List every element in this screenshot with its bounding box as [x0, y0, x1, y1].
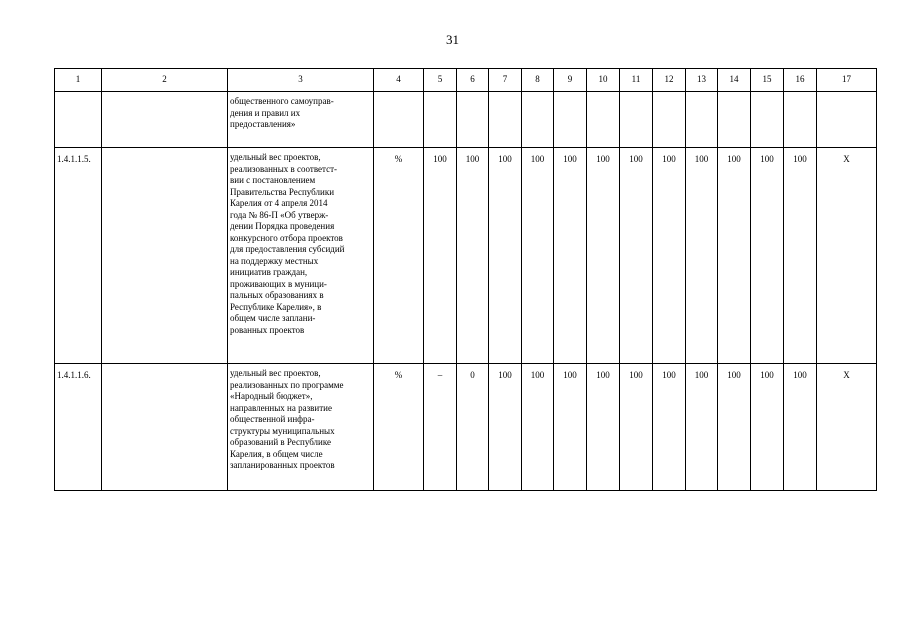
description-line: для предоставления субсидий: [230, 244, 345, 254]
value-cell: 100: [554, 364, 587, 491]
table-row: [55, 364, 877, 491]
value-cell: [620, 92, 653, 148]
description-line: Карелия от 4 апреля 2014: [230, 198, 328, 208]
indicator-description-cell: [228, 92, 374, 148]
column-number-header: 2: [102, 69, 228, 92]
column-number-header: 13: [686, 69, 718, 92]
description-line: структуры муниципальных: [230, 425, 335, 436]
description-line: Правительства Республики: [230, 186, 335, 197]
column-17-cell: Х: [817, 148, 877, 364]
description-line: образований в Республике: [230, 437, 332, 447]
value-cell: 100: [784, 364, 817, 491]
value-cell: 100: [751, 364, 784, 491]
value-cell: 100: [554, 148, 587, 364]
description-line: Карелия, в общем числе: [230, 448, 323, 459]
description-line: Республике Карелия», в: [230, 301, 322, 312]
value-cell: [554, 92, 587, 148]
unit-cell: %: [374, 148, 424, 364]
column-number-header: 5: [424, 69, 457, 92]
value-cell: 100: [686, 148, 718, 364]
column-number-header: 16: [784, 69, 817, 92]
description-line: проживающих в муници-: [230, 278, 327, 289]
column-number-header: 7: [489, 69, 522, 92]
description-line: инициатив граждан,: [230, 267, 308, 277]
value-cell: [718, 92, 751, 148]
column-number-header: 4: [374, 69, 424, 92]
value-cell: [424, 92, 457, 148]
value-cell: 100: [620, 364, 653, 491]
indicator-code-cell: 1.4.1.1.5.: [55, 148, 102, 364]
table-header-row: [55, 69, 877, 92]
value-cell: [522, 92, 554, 148]
description-line: предоставления»: [230, 119, 296, 129]
value-cell: 100: [686, 364, 718, 491]
value-cell: 100: [457, 148, 489, 364]
table-row: [55, 92, 877, 148]
value-cell: [457, 92, 489, 148]
column-2-cell: [102, 148, 228, 364]
description-line: дения и правил их: [230, 107, 301, 118]
description-line: реализованных в соответст-: [230, 163, 338, 174]
value-cell: 100: [620, 148, 653, 364]
indicator-table: [54, 68, 877, 491]
description-line: общем числе заплани-: [230, 313, 316, 323]
column-number-header: 17: [817, 69, 877, 92]
value-cell: [751, 92, 784, 148]
value-cell: 100: [784, 148, 817, 364]
value-cell: [587, 92, 620, 148]
column-17-cell: Х: [817, 364, 877, 491]
description-line: конкурсного отбора проектов: [230, 232, 343, 243]
column-number-header: 1: [55, 69, 102, 92]
table-body: [55, 69, 877, 491]
column-number-header: 9: [554, 69, 587, 92]
table-row: [55, 148, 877, 364]
value-cell: [686, 92, 718, 148]
value-cell: [489, 92, 522, 148]
description-line: года № 86-П «Об утверж-: [230, 209, 329, 220]
description-line: общественной инфра-: [230, 414, 315, 424]
column-number-header: 10: [587, 69, 620, 92]
description-line: удельный вес проектов,: [230, 368, 321, 378]
column-number-header: 3: [228, 69, 374, 92]
indicator-description-cell: [228, 148, 374, 364]
value-cell: 100: [522, 148, 554, 364]
value-cell: 100: [587, 148, 620, 364]
value-cell: [784, 92, 817, 148]
column-2-cell: [102, 364, 228, 491]
column-number-header: 15: [751, 69, 784, 92]
description-line: направленных на развитие: [230, 402, 332, 413]
value-cell: 100: [587, 364, 620, 491]
description-line: запланированных проектов: [230, 460, 335, 470]
unit-cell: [374, 92, 424, 148]
value-cell: 100: [751, 148, 784, 364]
unit-cell: %: [374, 364, 424, 491]
indicator-description-cell: [228, 364, 374, 491]
column-number-header: 12: [653, 69, 686, 92]
description-line: реализованных по программе: [230, 379, 344, 390]
column-number-header: 14: [718, 69, 751, 92]
column-2-cell: [102, 92, 228, 148]
column-number-header: 6: [457, 69, 489, 92]
description-line: дении Порядка проведения: [230, 221, 335, 231]
description-line: на поддержку местных: [230, 255, 319, 266]
description-line: вии с постановлением: [230, 175, 316, 185]
value-cell: 100: [653, 148, 686, 364]
value-cell: [653, 92, 686, 148]
value-cell: –: [424, 364, 457, 491]
column-17-cell: [817, 92, 877, 148]
column-number-header: 11: [620, 69, 653, 92]
value-cell: 100: [718, 148, 751, 364]
description-line: «Народный бюджет»,: [230, 391, 313, 401]
column-number-header: 8: [522, 69, 554, 92]
description-line: удельный вес проектов,: [230, 152, 321, 162]
indicator-code-cell: 1.4.1.1.6.: [55, 364, 102, 491]
description-line: рованных проектов: [230, 324, 305, 335]
page-number: 31: [446, 32, 459, 47]
indicator-code-cell: [55, 92, 102, 148]
value-cell: 100: [718, 364, 751, 491]
value-cell: 100: [489, 364, 522, 491]
value-cell: 0: [457, 364, 489, 491]
description-line: пальных образованиях в: [230, 290, 324, 300]
value-cell: 100: [653, 364, 686, 491]
value-cell: 100: [489, 148, 522, 364]
value-cell: 100: [522, 364, 554, 491]
value-cell: 100: [424, 148, 457, 364]
description-line: общественного самоуправ-: [230, 96, 334, 106]
